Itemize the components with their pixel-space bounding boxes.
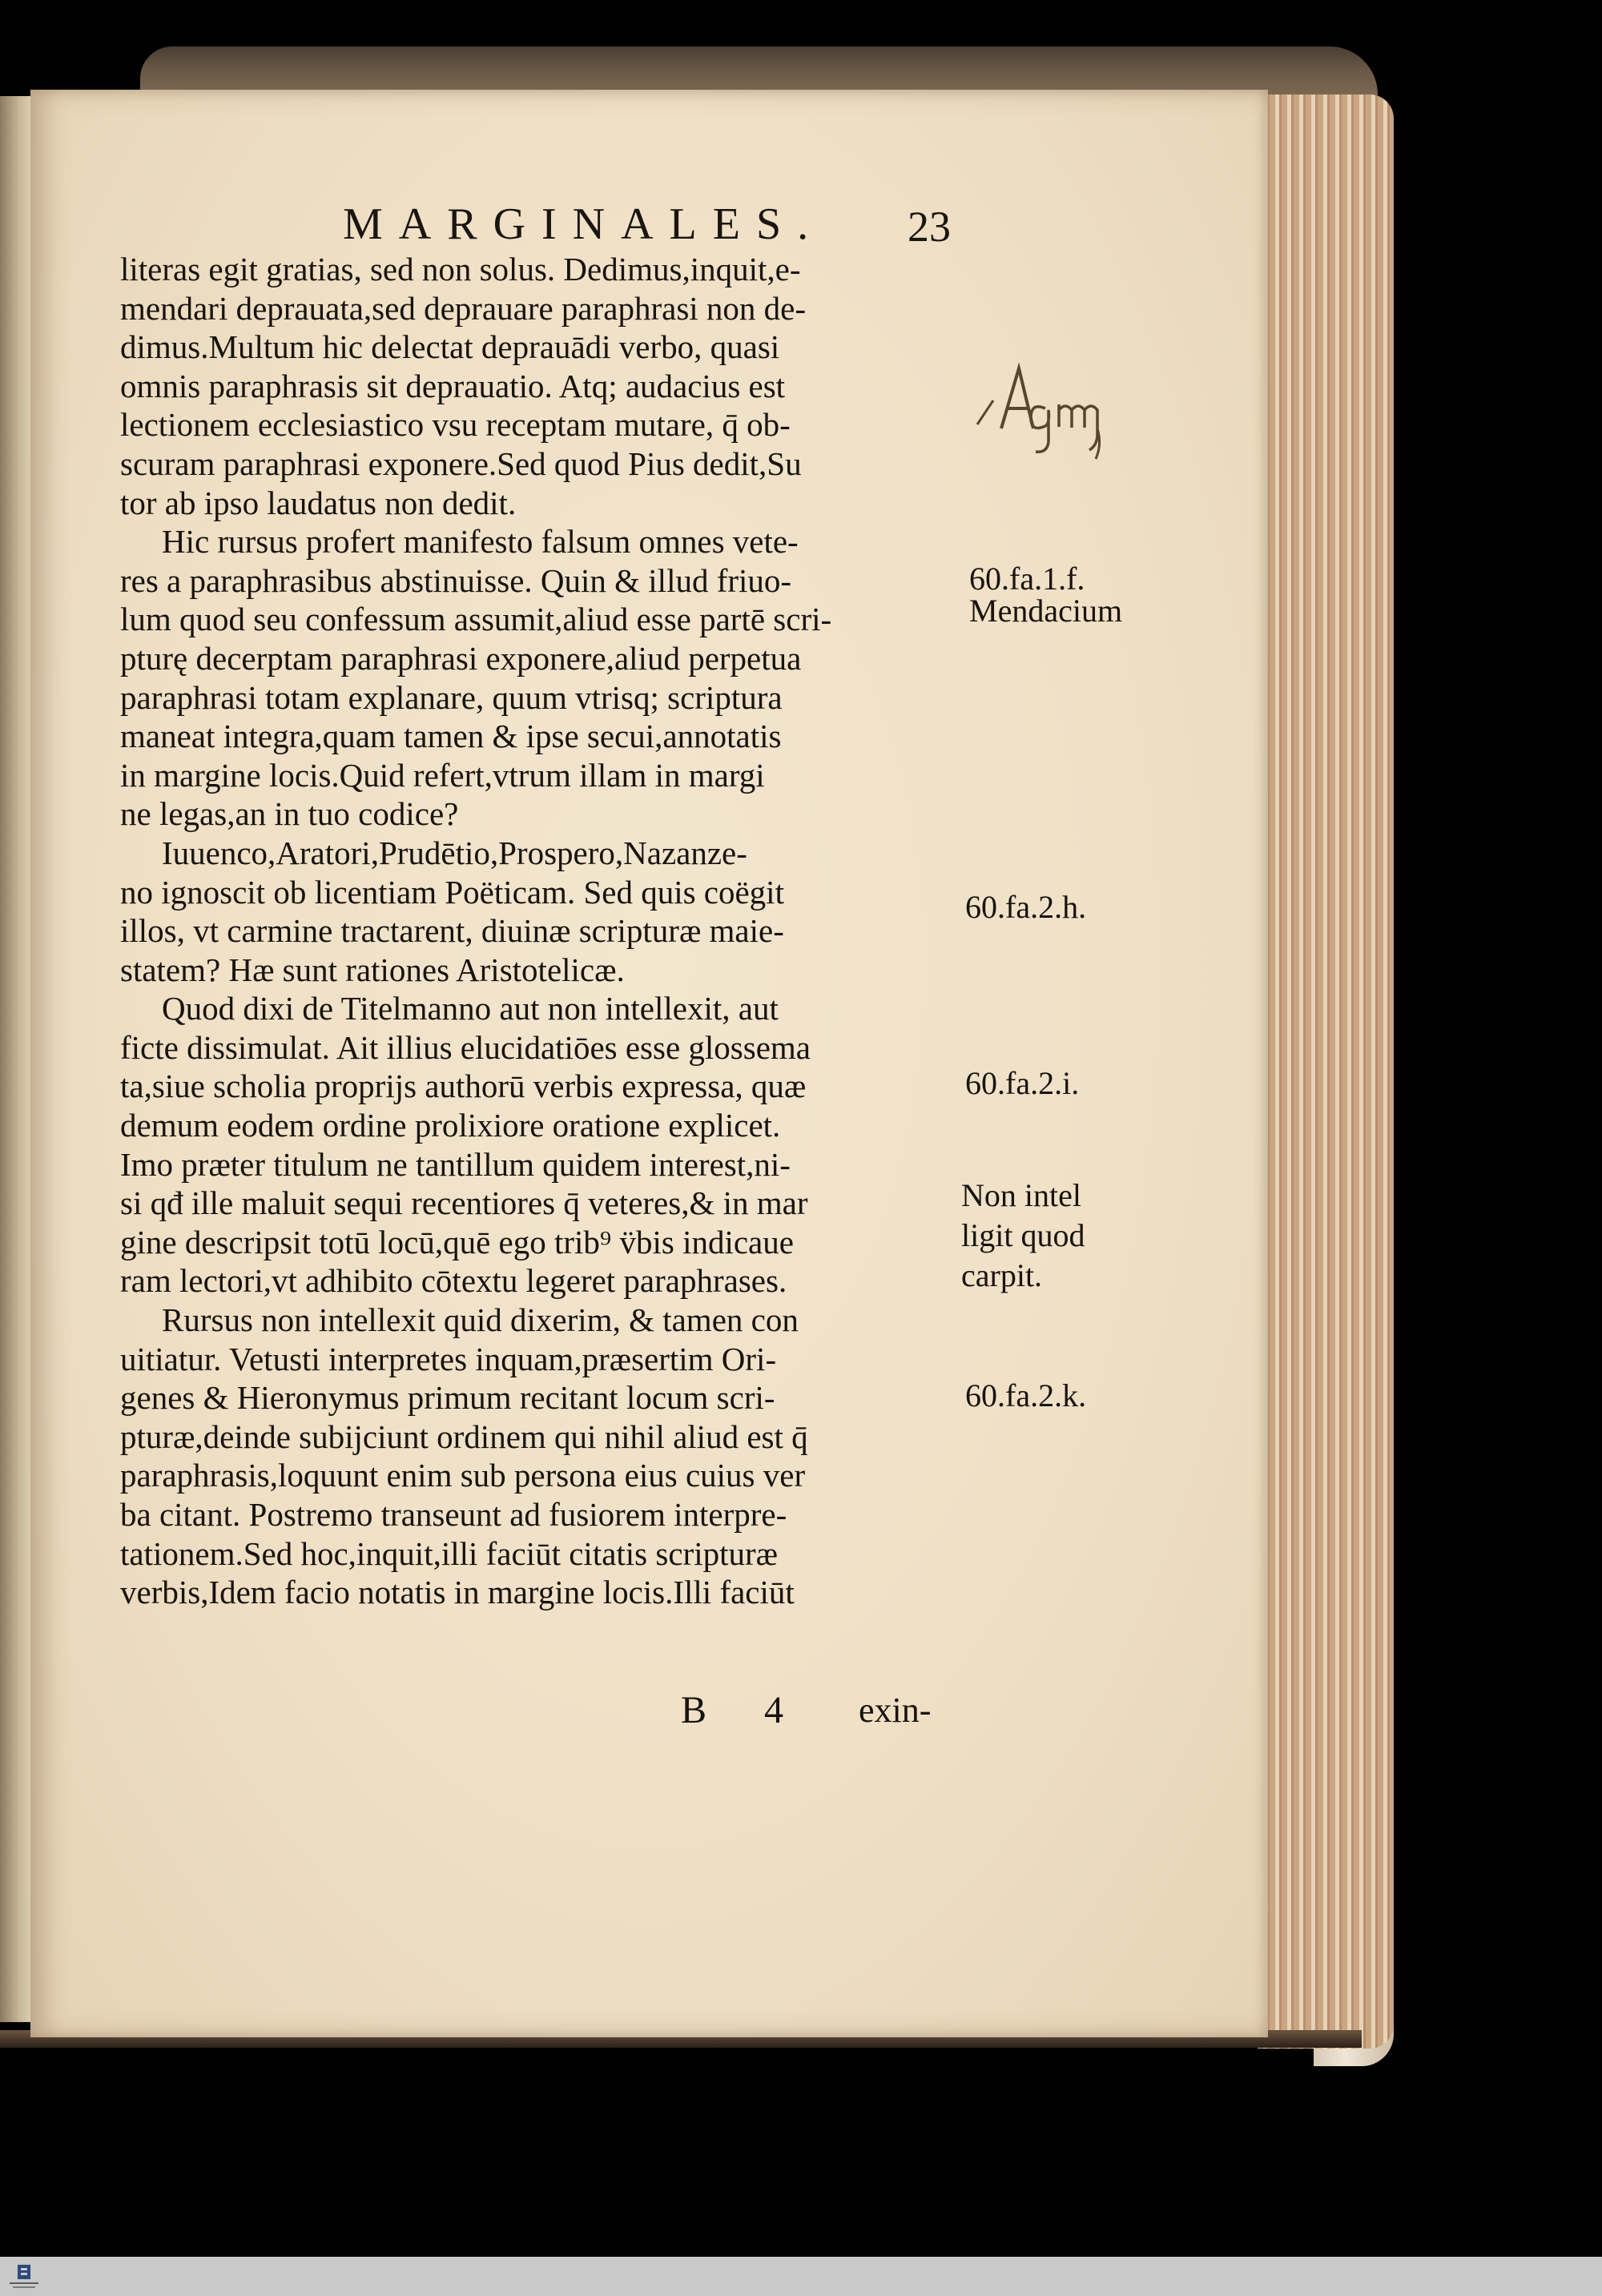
text-line: demum eodem ordine prolixiore oratione explicet.	[120, 1107, 781, 1144]
text-line: illos, vt carmine tractarent, diuinæ scripturæ maie-	[120, 912, 784, 950]
folio-number: 23	[908, 203, 951, 251]
text-line: ficte dissimulat. Ait illius elucidatiōes esse glossema	[120, 1028, 811, 1066]
text-line: Iuuenco,Aratori,Prudētio,Prospero,Nazanze-	[162, 834, 747, 871]
text-line: no ignoscit ob licentiam Poëticam. Sed quis coëgit	[120, 873, 784, 911]
text-line: res a paraphrasibus abstinuisse. Quin & illud friuo-	[120, 561, 792, 599]
text-line: Rursus non intellexit quid dixerim, & tamen con	[162, 1301, 799, 1339]
text-line: maneat integra,quam tamen & ipse secui,annotatis	[120, 718, 782, 755]
text-line: Imo præter titulum ne tantillum quidem interest,ni-	[120, 1145, 791, 1183]
text-line: Hic rursus profert manifesto falsum omnes vete-	[162, 523, 799, 561]
facing-page-edge	[0, 96, 32, 2022]
signature-mark: B 4	[681, 1689, 808, 1731]
text-line: in margine locis.Quid refert,vtrum illam in margi	[120, 756, 765, 794]
margin-note: 60.fa.1.f.	[969, 561, 1085, 597]
text-line: paraphrasis,loquunt enim sub persona eius cuius ver	[120, 1457, 806, 1494]
text-line: Quod dixi de Titelmanno aut non intellexit, aut	[162, 990, 779, 1027]
margin-note: Mendacium	[969, 593, 1123, 629]
text-line: paraphrasi totam explanare, quum vtrisq; scriptura	[120, 678, 783, 716]
text-line: literas egit gratias, sed non solus. Dedimus,inquit,e-	[120, 251, 801, 288]
text-line: ba citant. Postremo transeunt ad fusiorem interpre-	[120, 1496, 787, 1533]
text-line: lectionem ecclesiastico vsu receptam mutare, q̄ ob-	[120, 406, 791, 444]
viewer-footer-bar	[0, 2257, 1602, 2296]
margin-note: ligit quod	[961, 1217, 1085, 1253]
text-line: lum quod seu confessum assumit,aliud esse partē scri-	[120, 601, 832, 638]
text-line: dimus.Multum hic delectat deprauādi verbo, quasi	[120, 328, 780, 366]
text-line: pturæ,deinde subijciunt ordinem qui nihil aliud est q̄	[120, 1417, 808, 1455]
text-line: verbis,Idem facio notatis in margine locis.Illi faciūt	[120, 1574, 795, 1611]
text-line: pturę decerptam paraphrasi exponere,aliud perpetua	[120, 639, 802, 677]
catchword: exin-	[859, 1691, 932, 1730]
text-line: mendari deprauata,sed deprauare paraphrasi non de-	[120, 289, 807, 327]
page-stack-edge	[1258, 94, 1394, 2049]
handwritten-annotation	[969, 352, 1129, 464]
margin-note: 60.fa.2.k.	[965, 1377, 1087, 1413]
margin-note: carpit.	[961, 1257, 1043, 1293]
page-header	[343, 199, 984, 255]
running-head: MARGINALES.	[343, 199, 825, 249]
margin-note: Non intel	[961, 1177, 1081, 1213]
text-line: statem? Hæ sunt rationes Aristotelicæ.	[120, 951, 625, 988]
text-line: ne legas,an in tuo codice?	[120, 795, 459, 833]
text-line: scuram paraphrasi exponere.Sed quod Pius dedit,Su	[120, 444, 802, 482]
text-line: omnis paraphrasis sit deprauatio. Atq; audacius est	[120, 367, 786, 404]
library-logo-icon	[5, 2262, 43, 2292]
text-line: ram lectori,vt adhibito cōtextu legeret paraphrases.	[120, 1262, 787, 1300]
main-text-block	[120, 250, 953, 1612]
text-line: genes & Hieronymus primum recitant locum scri-	[120, 1379, 775, 1417]
text-line: tor ab ipso laudatus non dedit.	[120, 484, 517, 521]
text-line: uitiatur. Vetusti interpretes inquam,præsertim Ori-	[120, 1340, 777, 1377]
text-line: ta,siue scholia proprijs authorū verbis expressa, quæ	[120, 1068, 807, 1105]
text-line: tationem.Sed hoc,inquit,illi faciūt citatis scripturæ	[120, 1534, 778, 1572]
margin-note: 60.fa.2.h.	[965, 889, 1087, 925]
text-line: si qđ ille maluit sequi recentiores q̄ veteres,& in mar	[120, 1184, 808, 1222]
margin-note: 60.fa.2.i.	[965, 1065, 1080, 1101]
text-line: gine descripsit totū locū,quē ego trib⁹ v̈bis indicaue	[120, 1223, 794, 1261]
